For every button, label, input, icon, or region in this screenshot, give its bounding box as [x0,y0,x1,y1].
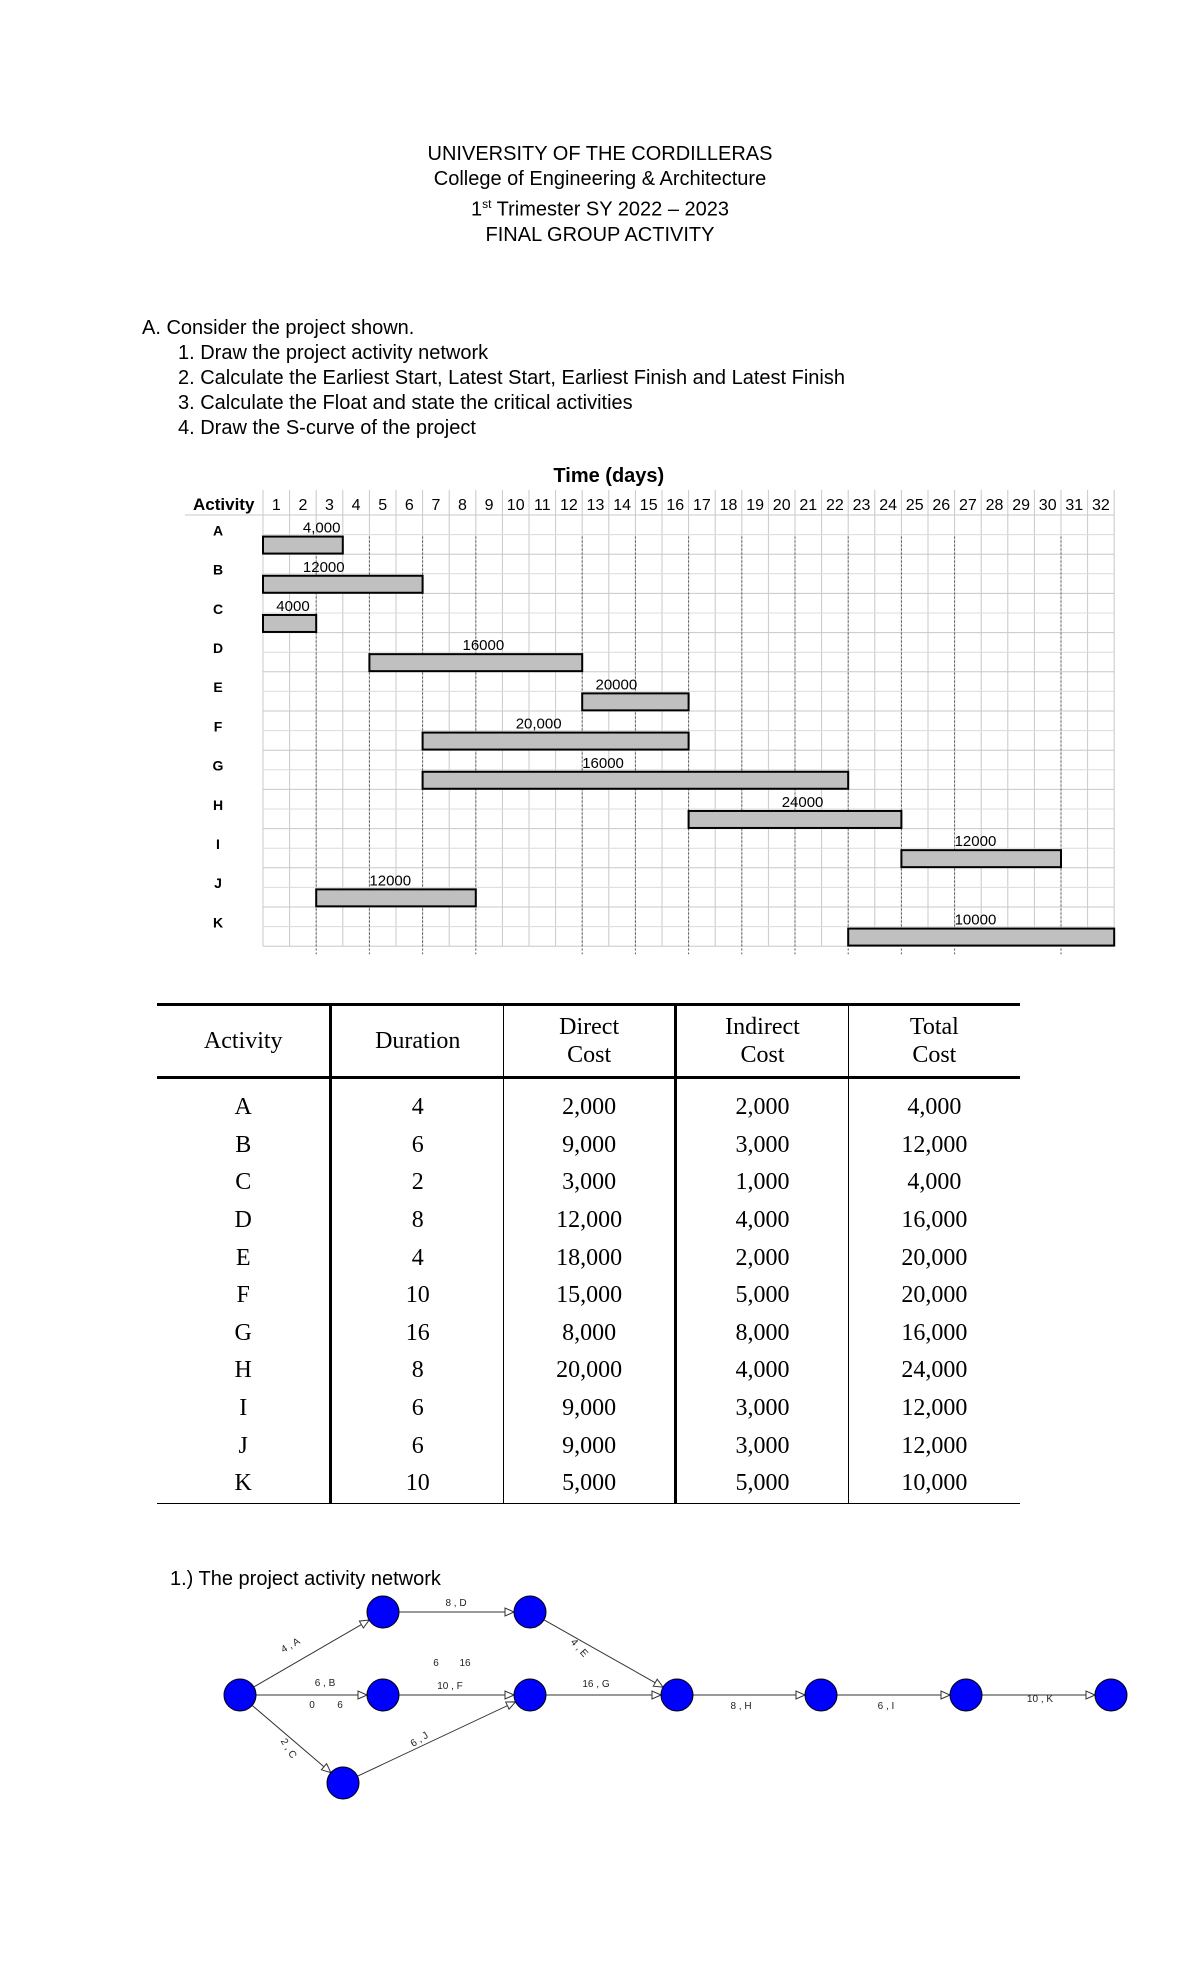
cell-indirect-cost: 8,000 [676,1315,848,1353]
day-tick-label: 29 [1012,497,1030,514]
cell-direct-cost: 2,000 [504,1078,676,1127]
day-tick-label: 9 [484,497,494,514]
gantt-bar-i [901,850,1061,867]
document-header [0,142,1200,248]
day-tick-label: 13 [586,497,605,514]
edge-label-a: 4 , A [279,1636,303,1656]
task-2: 2. Calculate the Earliest Start, Latest Start, Earliest Finish and Latest Finish [178,367,845,389]
day-tick-label: 6 [404,497,414,514]
gantt-bar-j [316,889,476,906]
cell-total-cost: 4,000 [848,1164,1020,1202]
cell-direct-cost: 20,000 [504,1352,676,1390]
gantt-bar-a [263,537,343,554]
day-tick-label: 18 [719,497,738,514]
network-node [805,1679,837,1711]
cell-activity: J [238,1432,248,1459]
edge-g-arrowhead [652,1691,661,1699]
cell-duration: 8 [331,1352,504,1390]
gantt-chart [0,455,1200,955]
cell-duration: 16 [331,1315,504,1353]
cell-indirect-cost: 5,000 [676,1465,848,1503]
cell-activity: G [234,1319,252,1346]
cell-activity: H [234,1357,252,1384]
day-tick-label: 31 [1065,497,1084,514]
network-node [514,1596,546,1628]
table-row [157,1078,1020,1127]
cell-total-cost: 16,000 [848,1202,1020,1240]
edge-label-b: 6 , B [314,1678,336,1689]
cell-indirect-cost: 4,000 [676,1352,848,1390]
activity-row-label: J [214,875,222,892]
cell-activity: B [235,1131,252,1158]
bar-cost-label: 24000 [781,793,824,811]
day-tick-label: 2 [298,497,308,514]
activity-row-label: G [212,757,224,774]
cell-activity: D [234,1207,252,1234]
edge-label-j: 6 , J [408,1730,431,1750]
day-tick-label: 25 [905,497,924,514]
cell-duration: 6 [331,1427,504,1465]
day-tick-label: 21 [799,497,818,514]
gantt-bar-c [263,615,316,632]
table-row [157,1164,1020,1202]
day-tick-label: 11 [533,497,551,514]
college-name: College of Engineering & Architecture [433,168,767,190]
activity-row-label: B [212,561,224,578]
earliest-start-b: 0 [309,1700,315,1711]
edge-f-arrowhead [505,1691,514,1699]
day-tick-label: 12 [560,497,578,514]
earliest-finish-b: 6 [337,1700,343,1711]
cell-direct-cost: 3,000 [504,1164,676,1202]
gantt-bar-g [423,772,849,789]
network-node [661,1679,693,1711]
cell-total-cost: 24,000 [848,1352,1020,1390]
gantt-bar-b [263,576,423,593]
cell-direct-cost: 15,000 [504,1277,676,1315]
cell-total-cost: 12,000 [848,1390,1020,1428]
bar-cost-label: 12000 [954,833,997,851]
gantt-activity-header: Activity [193,495,255,514]
header-direct-cost: Direct Cost [504,1005,676,1078]
table-row [157,1390,1020,1428]
cell-activity: I [239,1395,248,1422]
cell-duration: 4 [331,1078,504,1127]
table-row [157,1315,1020,1353]
activity-row-label: E [213,679,223,696]
cost-table-header [157,1005,1020,1078]
day-tick-label: 27 [959,497,977,514]
day-tick-label: 8 [458,497,467,514]
cell-indirect-cost: 3,000 [676,1127,848,1165]
edge-label-k: 10 , K [1026,1694,1054,1705]
table-row [157,1465,1020,1503]
cell-total-cost: 20,000 [848,1277,1020,1315]
day-tick-label: 16 [666,497,685,514]
network-node [327,1767,359,1799]
cell-activity: E [235,1244,251,1271]
cell-duration: 10 [331,1465,504,1503]
activity-row-label: I [216,835,220,852]
header-activity: Activity [157,1005,331,1078]
header-indirect-cost: Indirect Cost [676,1005,848,1078]
day-tick-label: 24 [879,497,897,514]
cell-total-cost: 12,000 [848,1127,1020,1165]
day-tick-label: 3 [325,497,334,514]
university-name: UNIVERSITY OF THE CORDILLERAS [427,143,773,165]
cell-total-cost: 4,000 [848,1078,1020,1127]
edge-b-arrowhead [358,1691,367,1699]
task-4: 4. Draw the S-curve of the project [178,417,476,439]
task-3: 3. Calculate the Float and state the critical activities [178,392,633,414]
cell-direct-cost: 5,000 [504,1465,676,1503]
edge-j [357,1702,515,1776]
cell-duration: 6 [331,1390,504,1428]
cell-duration: 4 [331,1239,504,1277]
edge-d-arrowhead [505,1608,514,1616]
cell-direct-cost: 12,000 [504,1202,676,1240]
bar-cost-label: 12000 [302,558,345,576]
cell-duration: 8 [331,1202,504,1240]
cell-duration: 6 [331,1127,504,1165]
earliest-start-f: 6 [433,1658,439,1669]
cell-indirect-cost: 4,000 [676,1202,848,1240]
edge-h-arrowhead [796,1691,805,1699]
edge-e-arrowhead [653,1679,663,1687]
day-tick-label: 14 [613,497,631,514]
edge-j-arrowhead [506,1702,516,1709]
bar-cost-label: 12000 [369,872,412,890]
activity-row-label: A [212,522,224,539]
earliest-finish-f: 16 [459,1658,471,1669]
gantt-bar-d [369,654,582,671]
day-tick-label: 32 [1092,497,1110,514]
network-title: 1.) The project activity network [170,1568,441,1590]
cost-table [157,1003,1020,1504]
edge-c [252,1705,331,1772]
day-tick-label: 15 [639,497,658,514]
day-tick-label: 4 [351,497,361,514]
table-row [157,1352,1020,1390]
cell-activity: C [235,1169,252,1196]
edge-a-arrowhead [359,1620,369,1628]
cost-table-body [157,1078,1020,1504]
cell-duration: 2 [331,1164,504,1202]
cell-activity: F [236,1282,250,1309]
cell-indirect-cost: 2,000 [676,1078,848,1127]
edge-e [544,1620,663,1687]
network-node [1095,1679,1127,1711]
cell-indirect-cost: 3,000 [676,1427,848,1465]
bar-cost-label: 20,000 [515,715,562,733]
edge-a [254,1620,369,1687]
cell-indirect-cost: 3,000 [676,1390,848,1428]
day-tick-label: 17 [693,497,711,514]
cell-direct-cost: 9,000 [504,1390,676,1428]
bar-cost-label: 20000 [595,676,638,694]
cell-direct-cost: 18,000 [504,1239,676,1277]
day-tick-label: 28 [985,497,1004,514]
table-row [157,1277,1020,1315]
gantt-title: Time (days) [553,465,665,487]
cell-activity: A [234,1094,252,1121]
section-a-intro: A. Consider the project shown. [142,317,415,339]
network-node [224,1679,256,1711]
cell-indirect-cost: 2,000 [676,1239,848,1277]
cell-total-cost: 10,000 [848,1465,1020,1503]
day-tick-label: 20 [772,497,791,514]
term-line: 1st Trimester SY 2022 – 2023 [470,197,730,221]
bar-cost-label: 10000 [954,911,997,929]
day-tick-label: 19 [746,497,764,514]
day-tick-label: 23 [852,497,871,514]
cell-indirect-cost: 5,000 [676,1277,848,1315]
edge-i-arrowhead [941,1691,950,1699]
cell-total-cost: 20,000 [848,1239,1020,1277]
activity-title: FINAL GROUP ACTIVITY [485,223,715,246]
table-row [157,1427,1020,1465]
gantt-bar-h [689,811,902,828]
network-node [367,1679,399,1711]
cell-direct-cost: 8,000 [504,1315,676,1353]
bar-cost-label: 4,000 [302,519,341,537]
task-1: 1. Draw the project activity network [178,342,489,364]
gantt-bar-e [582,693,688,710]
bar-cost-label: 16000 [462,637,505,655]
table-row [157,1127,1020,1165]
cell-indirect-cost: 1,000 [676,1164,848,1202]
cell-duration: 10 [331,1277,504,1315]
edge-label-i: 6 , I [877,1701,895,1712]
activity-network [0,1590,1200,1820]
cell-total-cost: 16,000 [848,1315,1020,1353]
edge-label-d: 8 , D [445,1598,467,1609]
gantt-bar-k [848,929,1114,946]
header-total-cost: Total Cost [848,1005,1020,1078]
edge-label-h: 8 , H [730,1701,752,1712]
edge-k-arrowhead [1086,1691,1095,1699]
edge-label-e: 4 , E [567,1637,590,1660]
day-tick-label: 1 [271,497,281,514]
gantt-bar-f [423,733,689,750]
edge-label-g: 16 , G [582,1679,610,1690]
cell-activity: K [234,1470,252,1497]
activity-row-label: H [212,796,224,813]
edge-label-f: 10 , F [437,1681,463,1692]
day-tick-label: 7 [431,497,441,514]
edge-label-c: 2 , C [277,1736,299,1761]
day-tick-label: 10 [506,497,525,514]
activity-row-label: K [212,914,224,931]
section-a [142,316,845,441]
bar-cost-label: 16000 [582,754,624,772]
table-row [157,1202,1020,1240]
activity-row-label: D [212,639,224,656]
activity-row-label: F [213,718,223,735]
edge-c-arrowhead [321,1764,330,1773]
cell-total-cost: 12,000 [848,1427,1020,1465]
network-node [514,1679,546,1711]
activity-row-label: C [212,600,224,617]
bar-cost-label: 4000 [276,597,310,615]
day-tick-label: 26 [932,497,951,514]
day-tick-label: 5 [378,497,388,514]
network-node [950,1679,982,1711]
day-tick-label: 22 [826,497,844,514]
header-duration: Duration [331,1005,504,1078]
day-tick-label: 30 [1038,497,1057,514]
network-node [367,1596,399,1628]
cell-direct-cost: 9,000 [504,1127,676,1165]
cell-direct-cost: 9,000 [504,1427,676,1465]
table-row [157,1239,1020,1277]
